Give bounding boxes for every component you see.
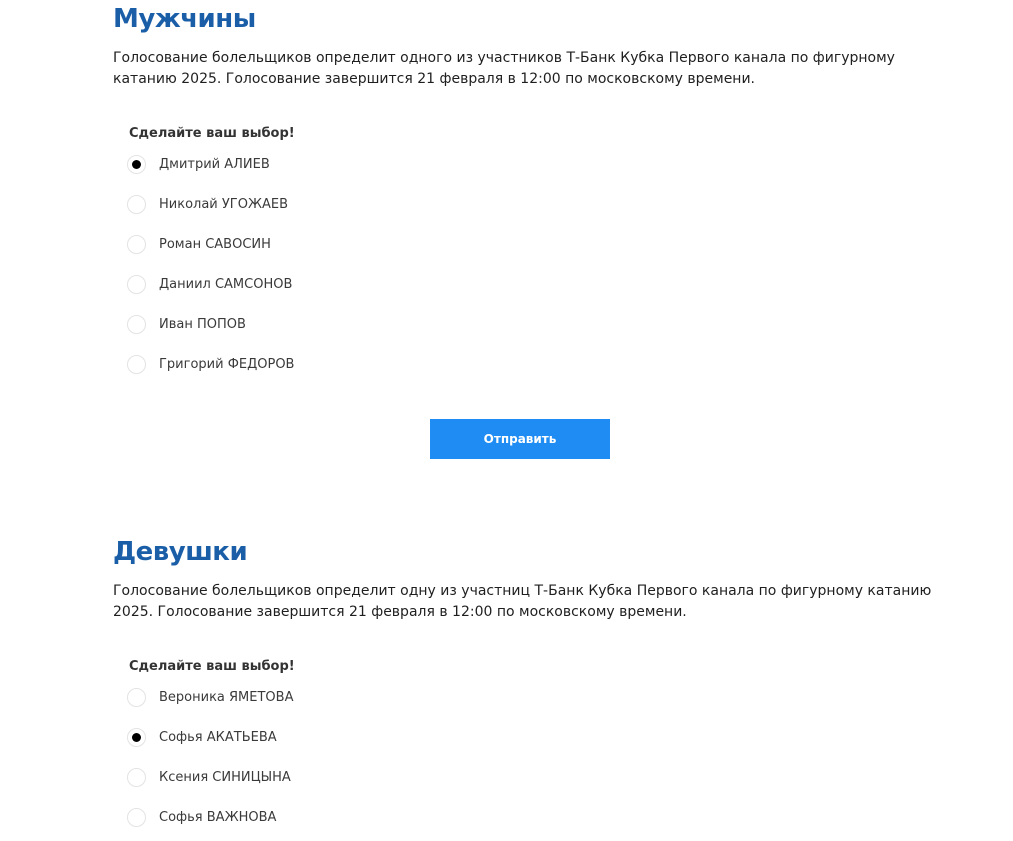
choice-prompt: Сделайте ваш выбор! — [129, 659, 295, 674]
choice-prompt: Сделайте ваш выбор! — [129, 126, 295, 141]
radio-button[interactable] — [127, 315, 146, 334]
radio-option[interactable] — [127, 354, 294, 394]
option-label[interactable]: Григорий ФЕДОРОВ — [159, 357, 295, 372]
section-title: Мужчины — [113, 4, 256, 34]
men-vote-section — [113, 0, 933, 446]
women-vote-section — [113, 533, 933, 825]
radio-button[interactable] — [127, 155, 146, 174]
option-label[interactable]: Роман САВОСИН — [159, 237, 271, 252]
option-label[interactable]: Даниил САМСОНОВ — [159, 277, 293, 292]
radio-option[interactable] — [127, 194, 294, 234]
submit-button[interactable]: Отправить — [430, 419, 610, 459]
radio-option[interactable] — [127, 154, 294, 194]
radio-option[interactable] — [127, 767, 293, 807]
radio-button[interactable] — [127, 768, 146, 787]
radio-option[interactable] — [127, 274, 294, 314]
option-label[interactable]: Николай УГОЖАЕВ — [159, 197, 288, 212]
option-label[interactable]: Софья АКАТЬЕВА — [159, 730, 277, 745]
radio-option[interactable] — [127, 807, 293, 841]
radio-option[interactable] — [127, 687, 293, 727]
option-label[interactable]: Ксения СИНИЦЫНА — [159, 770, 291, 785]
option-label[interactable]: Дмитрий АЛИЕВ — [159, 157, 270, 172]
radio-button[interactable] — [127, 808, 146, 827]
section-description: Голосование болельщиков определит одну из участниц Т-Банк Кубка Первого канала по фигурному катанию 2025. Голосование завершится 21 февраля в 12:00 по московскому времени. — [113, 583, 932, 620]
option-label[interactable]: Иван ПОПОВ — [159, 317, 246, 332]
option-label[interactable]: Софья ВАЖНОВА — [159, 810, 277, 825]
section-title: Девушки — [113, 537, 248, 567]
radio-button[interactable] — [127, 688, 146, 707]
radio-group — [127, 154, 294, 394]
radio-button[interactable] — [127, 728, 146, 747]
radio-button[interactable] — [127, 235, 146, 254]
option-label[interactable]: Вероника ЯМЕТОВА — [159, 690, 294, 705]
section-description: Голосование болельщиков определит одного из участников Т-Банк Кубка Первого канала по фигурному катанию 2025. Голосование завершится 21 февраля в 12:00 по московскому времени. — [113, 50, 895, 87]
radio-option[interactable] — [127, 314, 294, 354]
radio-group — [127, 687, 293, 841]
radio-option[interactable] — [127, 727, 293, 767]
radio-button[interactable] — [127, 355, 146, 374]
radio-option[interactable] — [127, 234, 294, 274]
radio-button[interactable] — [127, 275, 146, 294]
radio-button[interactable] — [127, 195, 146, 214]
